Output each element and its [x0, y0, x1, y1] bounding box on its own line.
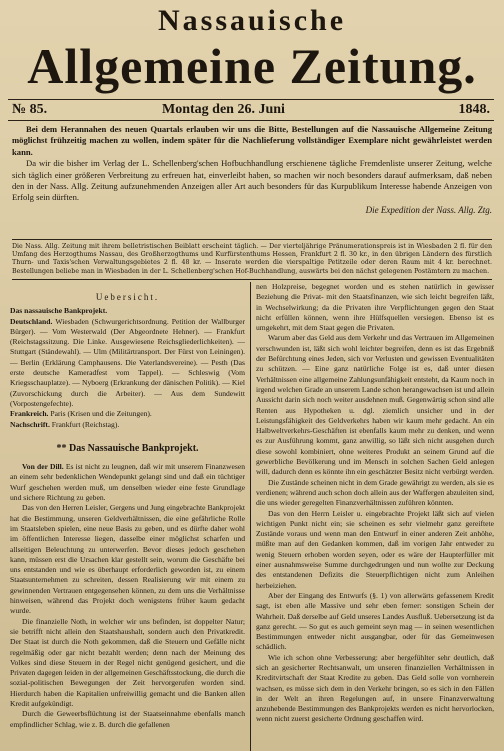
overview-item: Frankreich. Paris (Krisen und die Zeitungen). — [10, 409, 152, 419]
article-paragraph: nen Holzpreise, begegnet worden und es stehen natürlich in gewisser Beziehung die Privat- mit den Staatsfinanzen, wie sich leicht begreifen läßt, in Wechselwirkung; da die Privaten ihre Verpflichtungen gegen den Staat nicht erfüllen können, wenn ihre Hülfsquellen versiegen. Ebenso ist es umgekehrt, mit dem Staat gegen die Privaten. — [256, 282, 494, 333]
left-column — [10, 282, 245, 730]
price-notice: Die Nass. Allg. Zeitung mit ihrem belletristischen Beiblatt erscheint täglich. — Der vierteljährige Pränumerationspreis ist in Wiesbaden 2 fl. für den Umfang des Herzogthums Nassau, des Großherzogthums und Kurfürstenthums Hessen, Frankfurt 2 fl. 30 kr., in den übrigen Ländern des fürstlich Thurn- und Taxis'schen Verwaltungsgebietes 2 fl. 48 kr. — Inserate werden die vierspaltige Petitzeile oder deren Raum mit 4 kr. berechnet. Bestellungen beliebe man in Wiesbaden in der L. Schellenberg'schen Hof-Buchhandlung, auswärts bei den nächst gelegenen Postämtern zu machen. — [12, 239, 492, 280]
article-paragraph: Das von den Herrn Leisler u. eingebrachte Projekt läßt sich auf vielen wichtigen Punkt nicht ein; sie scheinen es sehr vielmehr ganz gereiftete Zustände voraus und wenn man den Entwurf in einer anderen Zeit anhöhe, müßte man auf den Gedanken kommen, daß im vorigen Jahr entweder zu wenig Steuern erhoben worden seyen, oder es wäre der Haupterfüller mit einer ausnahmsweise Summe durchgedrungen und nun wollte zur Deckung des entstandenen Defizits die Steuerpflichtigen nicht zum Anleihen herbeiziehen. — [256, 508, 494, 590]
article-paragraph: Aber der Eingang des Entwurfs (§. 1) von allerwärts gefassenem Kredit sagt, ist eben alle Massive und sehr eben ferner: sonstigen Schein der Wahrheit. Daß derselbe auf Geld unseres Landes Ausfluß. Uebersetzung ist da ganz gerecht. — So gut es auch gemeint seyn mag — in seinen wesentlichen Bestimmungen entweder nicht ausgangbar, oder für das Gemeinwesen schädlich. — [256, 590, 494, 652]
article-paragraph: Wie ich schon ohne Verbesserung: aber hergefühlter sehr deutlich, daß sich an gesicherter Rechtsanwalt, um unseren finanziellen Verhältnissen in Kreditvirtschaft der Staat Kredite zu geben. Das Geld solle von vornherein wachsen, es müsse sich dem in den Verkehr bringen, so es sich in den Fällen in der Welt an ihren Regelungen auf, in unsere Finanzverwaltung anzuhebende Bestimmungen des Bankprojekts werden es nicht hervorlocken, wenn nicht zuerst gesicherte Ordnung geschaffen wird. — [256, 652, 494, 724]
dateline-rule — [8, 120, 494, 121]
article-heading: ** Das Nassauische Bankprojekt. — [56, 442, 199, 454]
masthead-line1: Nassauische — [157, 4, 347, 37]
dateline — [12, 102, 490, 120]
overview-item: Nachschrift. Frankfurt (Reichstag). — [10, 419, 120, 429]
article-paragraph: Warum aber das Geld aus dem Verkehr und das Vertrauen im Allgemeinen verschwunden ist, läßt sich wohl leichter begreifen, denn es ist das Ergebniß der Befürchtung eines Jeden, sich vor Verlusten und gewissen Eventualitäten zu schützen. — Eine ganz natürliche Folge ist es, daß unter diesen Verhältnissen eine allgemeine Zahlungsunfähigkeit entsteht, da Kaum noch in irgend welchen Grade an unserem Lande schon herangewachsen ist und allein Aussicht darin sich noch weiter ausdehnen muß. Gegenwärtig schon sind alle Renten aus Hypotheken u. dgl. ziemlich unsicher und in der Leistungsfähigkeit des Geldverkehrs haben wir kaum mehr gedacht. An ein Halbweltverkehrs-Geschäften ist ebenfalls kaum mehr zu denken, und wenn es zur Ausführung kommt, ganz anwillig, so läßt sich nicht ausgehen durch diese sowohl kombiniert, ohne weiteres Produkt an seinem Grund auf die gewerbliche Bevölkerung und im Mensch in solchen Sachen Geld anlegen will, dadurch denn es könnte ihn ein geschätzter Besitz nicht verbürgt werden. — [256, 333, 494, 477]
notice-signoff: Die Expedition der Nass. Allg. Ztg. — [365, 204, 492, 215]
issue-date: Montag den 26. Juni — [162, 102, 285, 117]
issue-number: № 85. — [12, 102, 48, 117]
overview-item: Deutschland. Wiesbaden (Schwurgerichtsordnung. Petition der Wallburger Bürger). — Vom Westerwald (Der Abgeordnete Hehner). — Frankfurt (Reichstagssitzung. Die Linke. Ausgewiesene Reichsgliederlichkeiten). — Stuttgart (Ständewahl). — Ulm (Militärtransport. Der Fürst von Leiningen). — Berlin (Erklärung Camphausens. Die Vaterlandsvereine). — Pesth (Das erste deutsche Kameradfest vom Tappel). — Schleswig (Vom Kriegsschauplatze). — Nyboerg (Erkrankung der dänischen Politik). — Kiel (Zuvorschickung durch die Arbeiter). — Aus dem Sundewitt (Vorpostengefechte). — [10, 316, 245, 408]
article-paragraph: Von der Dill. Es ist nicht zu leugnen, daß wir mit unserem Finanzwesen an einem sehr bedenklichen Wendepunkt gelangt sind und daß ein tüchtiger Wurf geschehen werden muß, um denselben wieder eine feste Grundlage und sichere Richtung zu geben. — [10, 462, 245, 503]
notice-paragraph-1: Bei dem Herannahen des neuen Quartals erlauben wir uns die Bitte, Bestellungen auf die Nassauische Allgemeine Zeitung möglichst frühzeitig machen zu wollen, indem später für die Nachlieferung vollständiger Exemplare nicht gewährleistet werden kann. — [12, 124, 492, 157]
article-paragraph: Durch die Geweerbsflüchtung ist der Staatseinnahme ebenfalls manch empfindlicher Schlag, wie z. B. durch die gefallenen — [10, 709, 245, 729]
notice-paragraph-2: Da wir die bisher im Verlag der L. Schellenberg'schen Hofbuchhandlung erschienene tägliche Fremdenliste unserer Zeitung, welche sich täglich einer größeren Verbreitung zu erfreuen hat, einverleibt haben, so machen wir noch besonders darauf aufmerksam, daß neben den in der Nass. Allg. Zeitung aufzunehmenden Anzeigen aller Art auch besonders für das Kurpublikum Interesse habende Anzeigen von Erfolg sein dürften. — [12, 158, 492, 203]
overview-item: Das nassauische Bankprojekt. — [10, 306, 108, 316]
article-paragraph: Die finanzielle Noth, in welcher wir uns befinden, ist doppelter Natur; sie betrifft nicht allein den Staatshaushalt, sondern auch den Privatkredit. Der Staat ist durch die Noth gekommen, daß die Steuern und Gefälle nicht regelmäßig oder gar nicht bezahlt werden; denn nach der Meinung des Volkes sind diese Steuern in der Regel nicht genügend gesichert, und die Privaten dagegen leiden in der allgemeinen Geschäftsstockung, die durch die sozial-politischen Bewegungen der Zeit hervorgerufen worden sind. Hierdurch haben die Kapitalien unfreiwillig gemacht und die Banken allen Kredit aufgekündigt. — [10, 616, 245, 708]
top-rule — [8, 99, 494, 100]
right-column — [256, 282, 494, 725]
article-paragraph: Das von den Herren Leisler, Gergens und Jung eingebrachte Bankprojekt hat die Bestimmung, unseren Geldverhältnissen, die eine gefährliche Rolle im Staatsleben spielen, eine neue Basis zu geben, und es dürfte daher wohl im öffentlichen Interesse liegen, dasselbe einer möglichst scharfen und allseitigen Beleuchtung zu unterwerfen. Bevor dieses jedoch geschehen kann, müssen erst die Ursachen klar gestellt sein, worum die Geschäfte bei uns entstanden und wie es überhaupt erforderlich geworden ist, zu einem Staatsunternehmen zu schreiten, dessen Realisierung wir mit einem zu gewinnenden Vertrauen entgegensehen können, zu dem uns die Verhältnisse hinweisen, während das Projekt doch wenigstens früher kaum gedacht wurde. — [10, 503, 245, 616]
masthead-title: Allgemeine Zeitung. — [27, 38, 477, 94]
subscription-notice — [12, 124, 492, 216]
column-divider — [250, 282, 251, 751]
overview-title: Uebersicht. — [95, 292, 160, 302]
issue-year: 1848. — [458, 102, 490, 117]
article-paragraph: Die Zustände scheinen nicht in dem Grade gewährigt zu werden, als sie es verdienen; während auch schon doch allein aus der Waffergen abzuleiten sind, die uns wieder geregelten Finanzverhältnissen zuführen könnten. — [256, 477, 494, 508]
